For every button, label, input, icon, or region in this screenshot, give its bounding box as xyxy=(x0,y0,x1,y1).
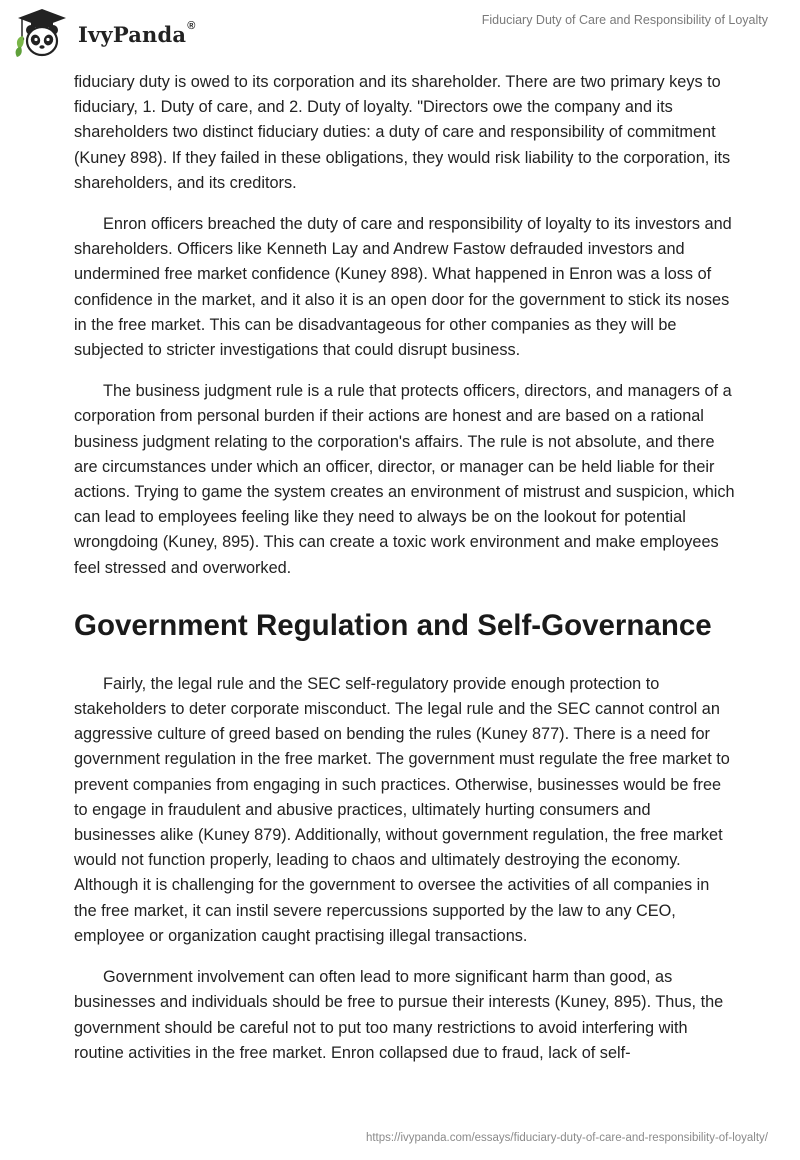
paragraph: Government involvement can often lead to more significant harm than good, as businesses and individuals should be free to pursue their interests (Kuney, 895). Thus, the government should be careful not to put too many restrictions to avoid interfering with routine activities in the free market. Enron collapsed due to fraud, lack of self- xyxy=(74,968,724,1062)
registered-mark: ® xyxy=(187,19,196,32)
document-title: Fiduciary Duty of Care and Responsibility of Loyalty xyxy=(481,13,768,27)
paragraph: Fairly, the legal rule and the SEC self-regulatory provide enough protection to stakeholders to deter corporate misconduct. The legal rule and the SEC cannot control an aggressive culture of greed based on bending the rules (Kuney 877). There is a need for government regulation in the free market. The government must regulate the free market to prevent companies from engaging in such practices. Otherwise, businesses would be free to engage in fraudulent and abusive practices, ultimately hurting consumers and businesses alike (Kuney 879). Additionally, without government regulation, the free market would not function properly, leading to chaos and ultimately destroying the economy. Although it is challenging for the government to oversee the activities of all companies in the free market, it can instil severe repercussions supported by the law to any CEO, employee or organization caught practising illegal transactions. xyxy=(74,674,730,945)
paragraph: Enron officers breached the duty of care and responsibility of loyalty to its investors and shareholders. Officers like Kenneth Lay and Andrew Fastow defrauded investors and undermined free market confidence (Kuney 898). What happened in Enron was a loss of confidence in the market, and it also it is an open door for the government to stick its noses in the free market. This can be disadvantageous for other companies as they will be subjected to stricter investigations that could disrupt business. xyxy=(74,215,732,360)
brand-name xyxy=(78,19,196,47)
ivypanda-logo[interactable] xyxy=(14,7,196,59)
essay-content xyxy=(74,70,736,1082)
paragraph: The business judgment rule is a rule that protects officers, directors, and managers of a corporation from personal burden if their actions are honest and are based on a rational business judgment relating to the corporation's affairs. The rule is not absolute, and there are circumstances under which an officer, director, or manager can be held liable for their actions. Trying to game the system creates an environment of mistrust and suspicion, which can lead to employees feeling like they need to always be on the lookout for potential wrongdoing (Kuney, 895). This can create a toxic work environment and make employees feel stressed and overworked. xyxy=(74,382,735,577)
paragraph: fiduciary duty is owed to its corporation and its shareholder. There are two primary keys to fiduciary, 1. Duty of care, and 2. Duty of loyalty. "Directors owe the company and its shareholders two distinct fiduciary duties: a duty of care and responsibility of commitment (Kuney 898). If they failed in these obligations, they would risk liability to the corporation, its shareholders, and its creditors. xyxy=(74,73,731,192)
section-heading: Government Regulation and Self-Governance xyxy=(74,608,712,642)
page-header xyxy=(0,0,800,70)
panda-graduate-icon xyxy=(14,7,70,59)
brand-text: IvyPanda xyxy=(78,21,187,47)
source-url[interactable]: https://ivypanda.com/essays/fiduciary-duty-of-care-and-responsibility-of-loyalty/ xyxy=(365,1132,768,1144)
